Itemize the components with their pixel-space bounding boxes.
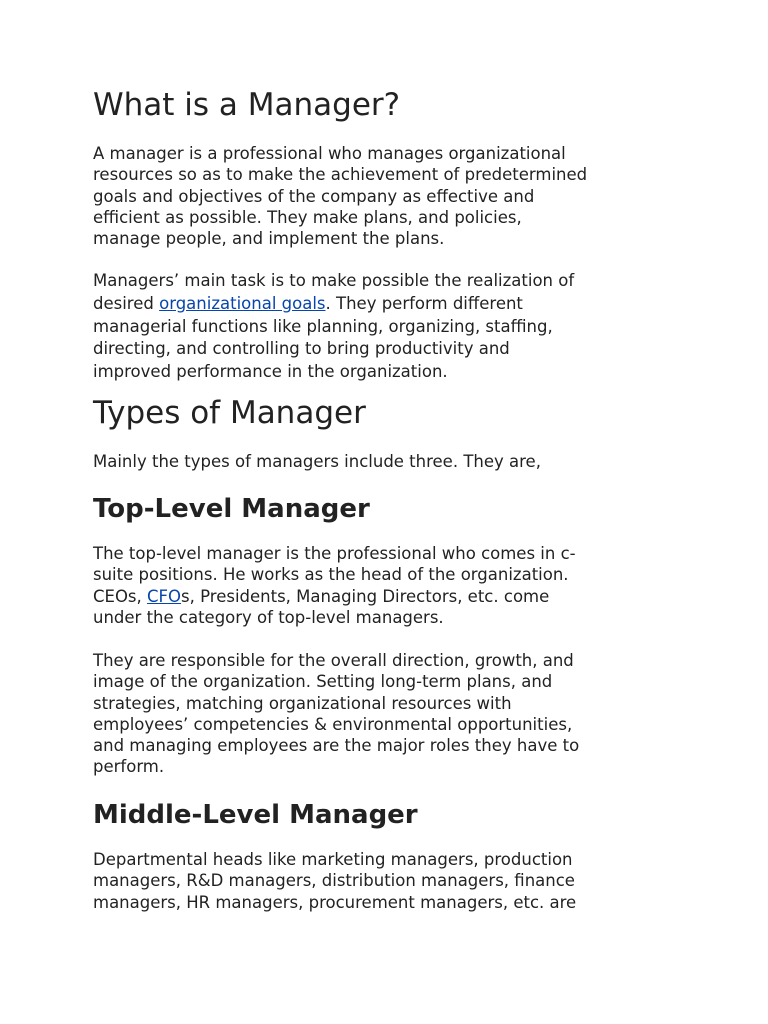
paragraph-line: managers, HR managers, procurement managers, etc. are xyxy=(93,892,577,912)
paragraph-line: and managing employees are the major roles they have to xyxy=(93,736,580,756)
paragraph-line xyxy=(93,586,576,607)
middle-level-heading: Middle-Level Manager xyxy=(93,800,418,830)
paragraph-line: managerial functions like planning, organizing, staffing, xyxy=(93,316,553,336)
cfo-link[interactable]: CFO xyxy=(147,586,182,606)
paragraph-line: resources so as to make the achievement of predetermined xyxy=(93,165,588,185)
text-fragment: s, Presidents, Managing Directors, etc. come xyxy=(181,586,550,606)
top-level-responsibilities-paragraph xyxy=(93,650,579,778)
top-level-heading: Top-Level Manager xyxy=(93,494,370,524)
paragraph-line: improved performance in the organization. xyxy=(93,362,448,382)
text-fragment: desired xyxy=(93,293,160,313)
paragraph-line: under the category of top-level managers. xyxy=(93,607,444,627)
organizational-goals-link[interactable]: organizational goals xyxy=(159,293,326,313)
paragraph-line: strategies, matching organizational resources with xyxy=(93,693,512,713)
paragraph-line: manage people, and implement the plans. xyxy=(93,229,445,249)
paragraph-line: A manager is a professional who manages organizational xyxy=(93,144,566,163)
text-fragment: CEOs, xyxy=(93,586,148,606)
paragraph-line: efficient as possible. They make plans, and policies, xyxy=(93,207,522,227)
paragraph-line: perform. xyxy=(93,757,165,777)
paragraph-line: Managers’ main task is to make possible the realization of xyxy=(93,271,575,290)
types-heading: Types of Manager xyxy=(93,395,366,431)
paragraph-line: The top-level manager is the professional who comes in c- xyxy=(93,544,576,563)
intro-paragraph xyxy=(93,143,587,249)
paragraph-line xyxy=(93,293,574,316)
paragraph-line: Mainly the types of managers include three. They are, xyxy=(93,452,541,471)
paragraph-line: Departmental heads like marketing managers, production xyxy=(93,850,573,869)
middle-level-paragraph xyxy=(93,849,576,913)
paragraph-line: suite positions. He works as the head of the organization. xyxy=(93,565,569,585)
paragraph-line: employees’ competencies & environmental opportunities, xyxy=(93,714,573,734)
task-paragraph xyxy=(93,270,574,384)
paragraph-line: image of the organization. Setting long-term plans, and xyxy=(93,672,553,692)
paragraph-line: managers, R&D managers, distribution managers, finance xyxy=(93,871,575,891)
paragraph-line: goals and objectives of the company as effective and xyxy=(93,186,535,206)
paragraph-line: They are responsible for the overall direction, growth, and xyxy=(93,651,574,670)
top-level-paragraph xyxy=(93,543,576,628)
paragraph-line: directing, and controlling to bring productivity and xyxy=(93,339,510,359)
text-fragment: . They perform different xyxy=(325,293,523,313)
types-intro-paragraph xyxy=(93,451,541,473)
page-title: What is a Manager? xyxy=(93,87,401,123)
